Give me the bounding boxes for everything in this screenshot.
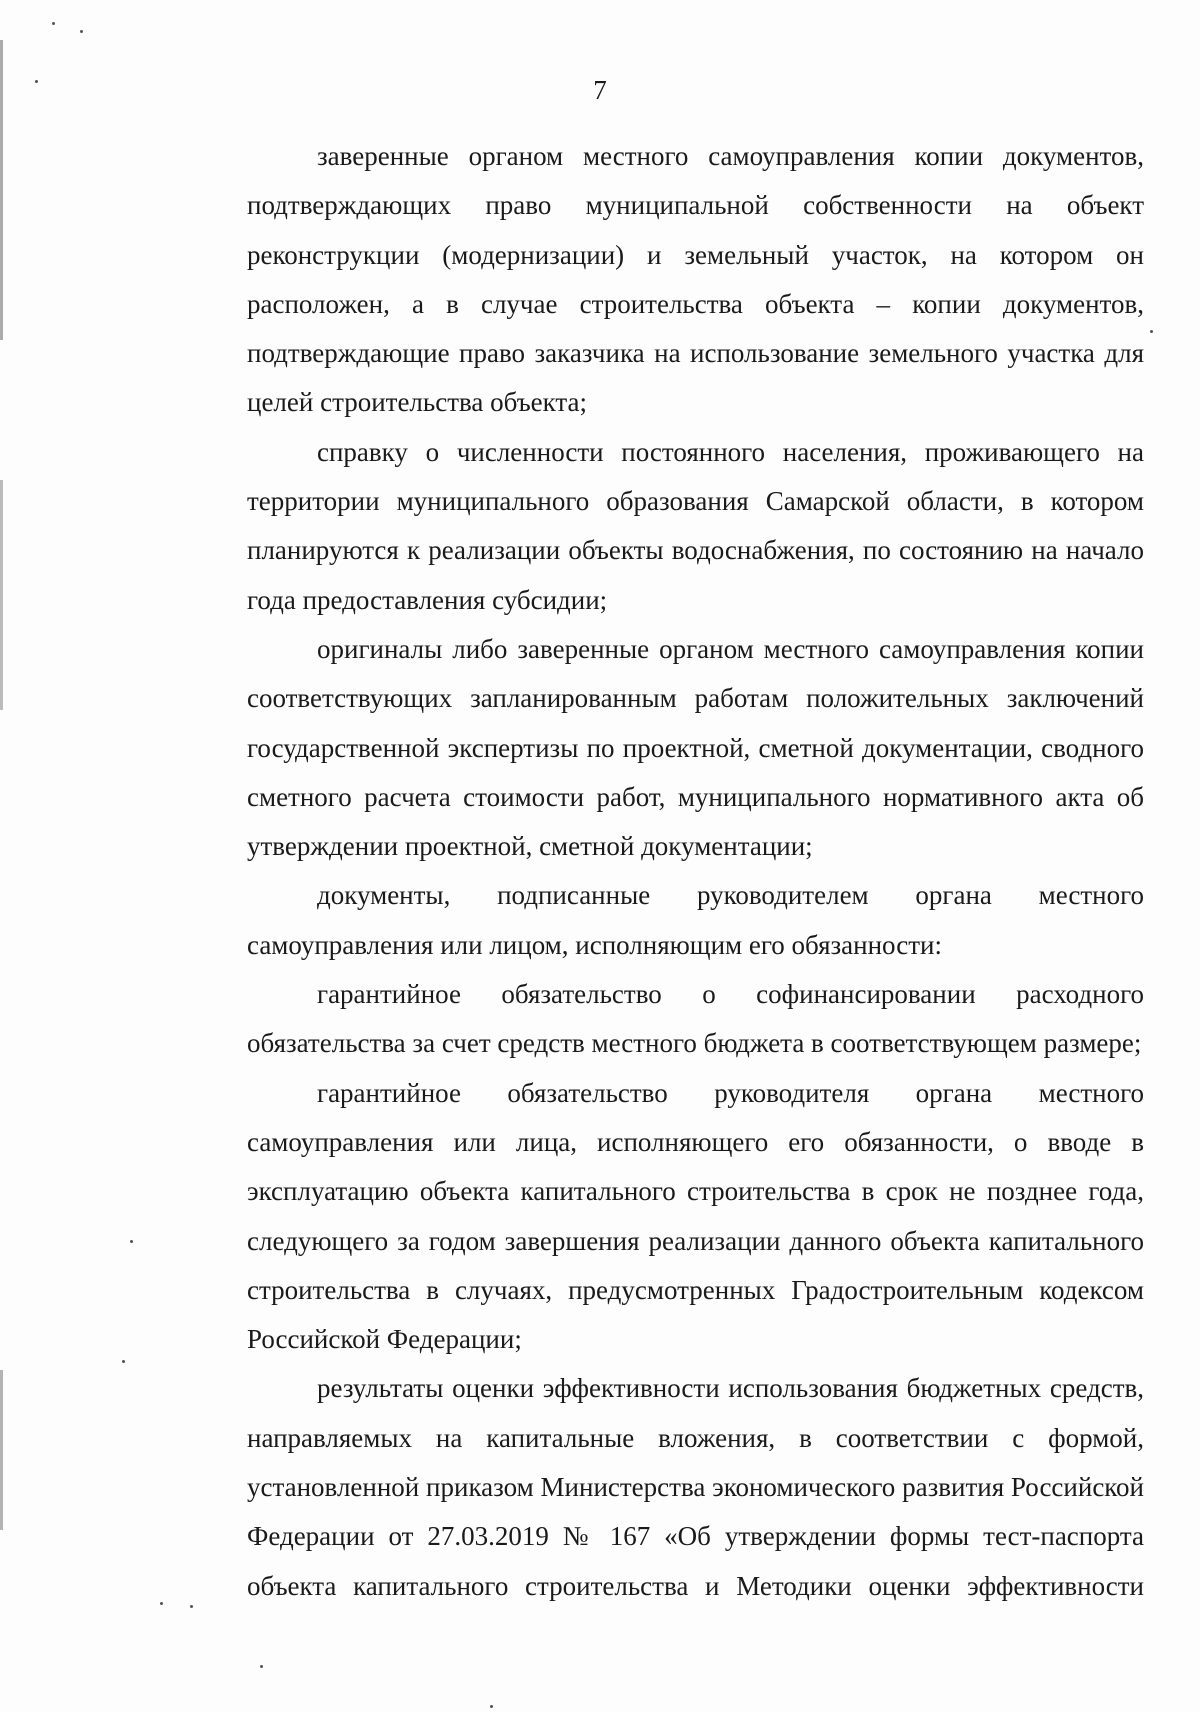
text-line: года предоставления субсидии; [247,584,608,615]
text-line: оригиналы либо заверенные органом местного самоуправления копии [317,633,1144,664]
text-line: сметного расчета стоимости работ, муниципального нормативного акта об [247,781,1144,812]
text-line: реконструкции (модернизации) и земельный участок, на котором он [247,239,1144,270]
text-line: результаты оценки эффективности использования бюджетных средств, [317,1373,1144,1404]
paragraph-signed-documents [177,871,1144,970]
text-line: утверждении проектной, сметной документации; [247,831,813,862]
scan-edge-mark [0,1370,3,1530]
scan-speck [1150,330,1153,333]
text-line: государственной экспертизы по проектной, сметной документации, сводного [247,732,1144,763]
scan-speck [130,1240,133,1243]
page-number: 7 [593,75,607,105]
document-body [177,132,1144,1611]
scan-speck [260,1665,263,1668]
text-line: расположен, а в случае строительства объекта – копии документов, [247,288,1144,319]
text-line: Федерации от 27.03.2019 № 167 «Об утверждении формы тест-паспорта [247,1521,1144,1552]
paragraph-population-certificate [177,428,1144,625]
text-line: гарантийное обязательство о софинансировании расходного [317,979,1144,1010]
text-line: направляемых на капитальные вложения, в соответствии с формой, [247,1422,1144,1453]
text-line: территории муниципального образования Самарской области, в котором [247,486,1144,517]
text-line: Российской Федерации; [247,1324,522,1355]
text-line: эксплуатацию объекта капитального строительства в срок не позднее года, [247,1176,1144,1207]
text-line: подтверждающих право муниципальной собственности на объект [247,190,1144,221]
text-line: планируются к реализации объекты водоснабжения, по состоянию на начало [247,535,1144,566]
scan-speck [160,1602,163,1605]
text-line: гарантийное обязательство руководителя органа местного [317,1077,1144,1108]
text-line: объекта капитального строительства и Методики оценки эффективности [247,1570,1144,1601]
paragraph-certified-copies [177,132,1144,428]
text-line: установленной приказом Министерства экономического развития Российской [247,1472,1144,1503]
scan-speck [52,22,55,25]
text-line: следующего за годом завершения реализации данного объекта капитального [247,1225,1144,1256]
text-line: целей строительства объекта; [247,387,588,418]
paragraph-commissioning-guarantee [177,1069,1144,1365]
text-line: обязательства за счет средств местного бюджета в соответствующем размере; [247,1028,1142,1059]
text-line: самоуправления или лица, исполняющего его обязанности, о вводе в [247,1126,1144,1157]
paragraph-cofinancing-guarantee [177,970,1144,1069]
text-line: соответствующих запланированным работам положительных заключений [247,683,1144,714]
text-line: справку о численности постоянного населения, проживающего на [317,436,1144,467]
text-line: заверенные органом местного самоуправления копии документов, [317,141,1144,171]
scan-speck [122,1360,125,1363]
paragraph-expertise-originals [177,625,1144,871]
text-line: документы, подписанные руководителем органа местного [317,880,1144,911]
scan-speck [490,1705,493,1708]
scan-speck [80,30,83,33]
scan-edge-mark [0,480,3,710]
text-line: строительства в случаях, предусмотренных Градостроительным кодексом [247,1274,1144,1305]
text-line: подтверждающие право заказчика на использование земельного участка для [247,338,1144,369]
paragraph-efficiency-evaluation [177,1364,1144,1610]
text-line: самоуправления или лицом, исполняющим его обязанности: [247,929,942,960]
